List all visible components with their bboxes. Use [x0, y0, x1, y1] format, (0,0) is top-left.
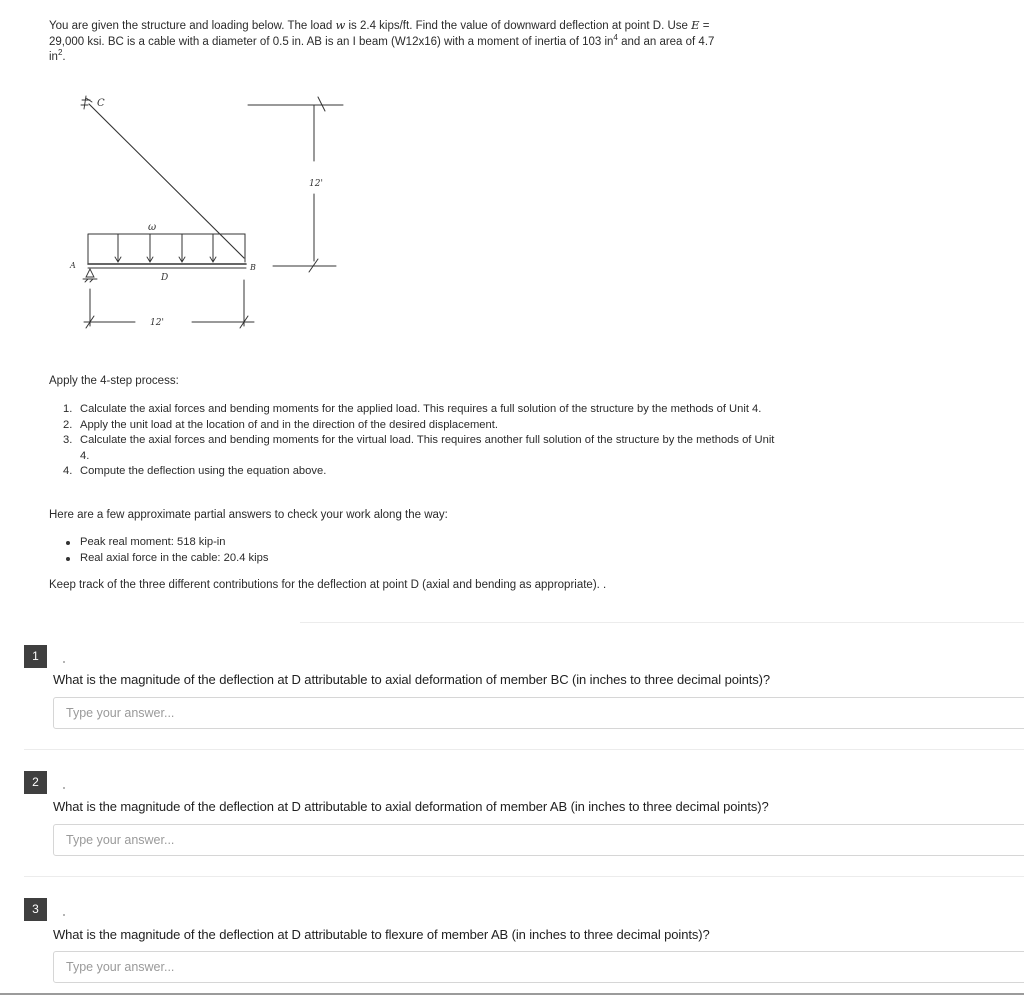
process-intro: Apply the 4-step process:	[49, 375, 179, 387]
answer-input-3[interactable]	[53, 951, 1024, 983]
height-dim-top-tick	[318, 97, 325, 111]
cable-bc	[89, 104, 244, 258]
partial-answer-item: Real axial force in the cable: 20.4 kips	[80, 551, 268, 567]
label-c: C	[97, 98, 105, 109]
support-c-icon	[81, 96, 92, 109]
process-step: 3. Calculate the axial forces and bending moments for the virtual load. This requires another full solution of the structure by the methods of Unit 4.	[63, 434, 775, 462]
bottom-border	[0, 993, 1024, 995]
process-step: 2. Apply the unit load at the location of and in the direction of the desired displacement.	[63, 418, 498, 431]
question-status-dot	[63, 661, 65, 663]
label-b: B	[250, 263, 256, 272]
question-divider	[24, 749, 1024, 750]
answer-input-2[interactable]	[53, 824, 1024, 856]
question-status-dot	[63, 914, 65, 916]
label-d: D	[161, 273, 169, 283]
question-divider	[24, 876, 1024, 877]
process-step: 4. Compute the deflection using the equation above.	[63, 465, 327, 477]
partial-answers-list	[80, 535, 268, 566]
track-note: Keep track of the three different contributions for the deflection at point D (axial and bending as appropriate). .	[49, 579, 607, 591]
question-number-badge: 3	[24, 898, 47, 921]
question-divider	[300, 622, 1024, 623]
problem-line-1: You are given the structure and loading below. The load w is 2.4 kips/ft. Find the value of downward deflection at point D. Use E =	[49, 18, 710, 32]
problem-line-3: $in^2$.	[49, 48, 66, 63]
distributed-load-outline	[88, 234, 245, 263]
question-text: What is the magnitude of the deflection at D attributable to axial deformation of member AB (in inches to three decimal points)?	[53, 799, 769, 814]
process-steps	[63, 402, 785, 480]
question-status-dot	[63, 787, 65, 789]
question-number-badge: 1	[24, 645, 47, 668]
label-w: ω	[148, 222, 157, 233]
height-dimension-label: 12'	[309, 179, 323, 189]
answer-input-1[interactable]	[53, 697, 1024, 729]
partial-answers-intro: Here are a few approximate partial answers to check your work along the way:	[49, 509, 448, 521]
load-arrowheads	[115, 257, 216, 262]
question-text: What is the magnitude of the deflection at D attributable to flexure of member AB (in inches to three decimal points)?	[53, 927, 710, 942]
problem-line-2: 29,000 ksi. BC is a cable with a diameter of 0.5 in. AB is an I beam (W12x16) with a moment of inertia of 103 $in^4$ and an area of 4.7	[49, 32, 715, 48]
support-a-icon	[83, 269, 97, 282]
span-dimension-label: 12'	[150, 318, 164, 328]
question-text: What is the magnitude of the deflection at D attributable to axial deformation of member BC (in inches to three decimal points)?	[53, 672, 771, 687]
structure-diagram	[60, 86, 360, 336]
question-number-badge: 2	[24, 771, 47, 794]
process-step: 1. Calculate the axial forces and bending moments for the applied load. This requires a full solution of the structure by the methods of Unit 4.	[63, 403, 762, 415]
partial-answer-item: Peak real moment: 518 kip-in	[80, 535, 268, 551]
label-a: A	[70, 261, 76, 270]
problem-statement	[49, 18, 809, 66]
